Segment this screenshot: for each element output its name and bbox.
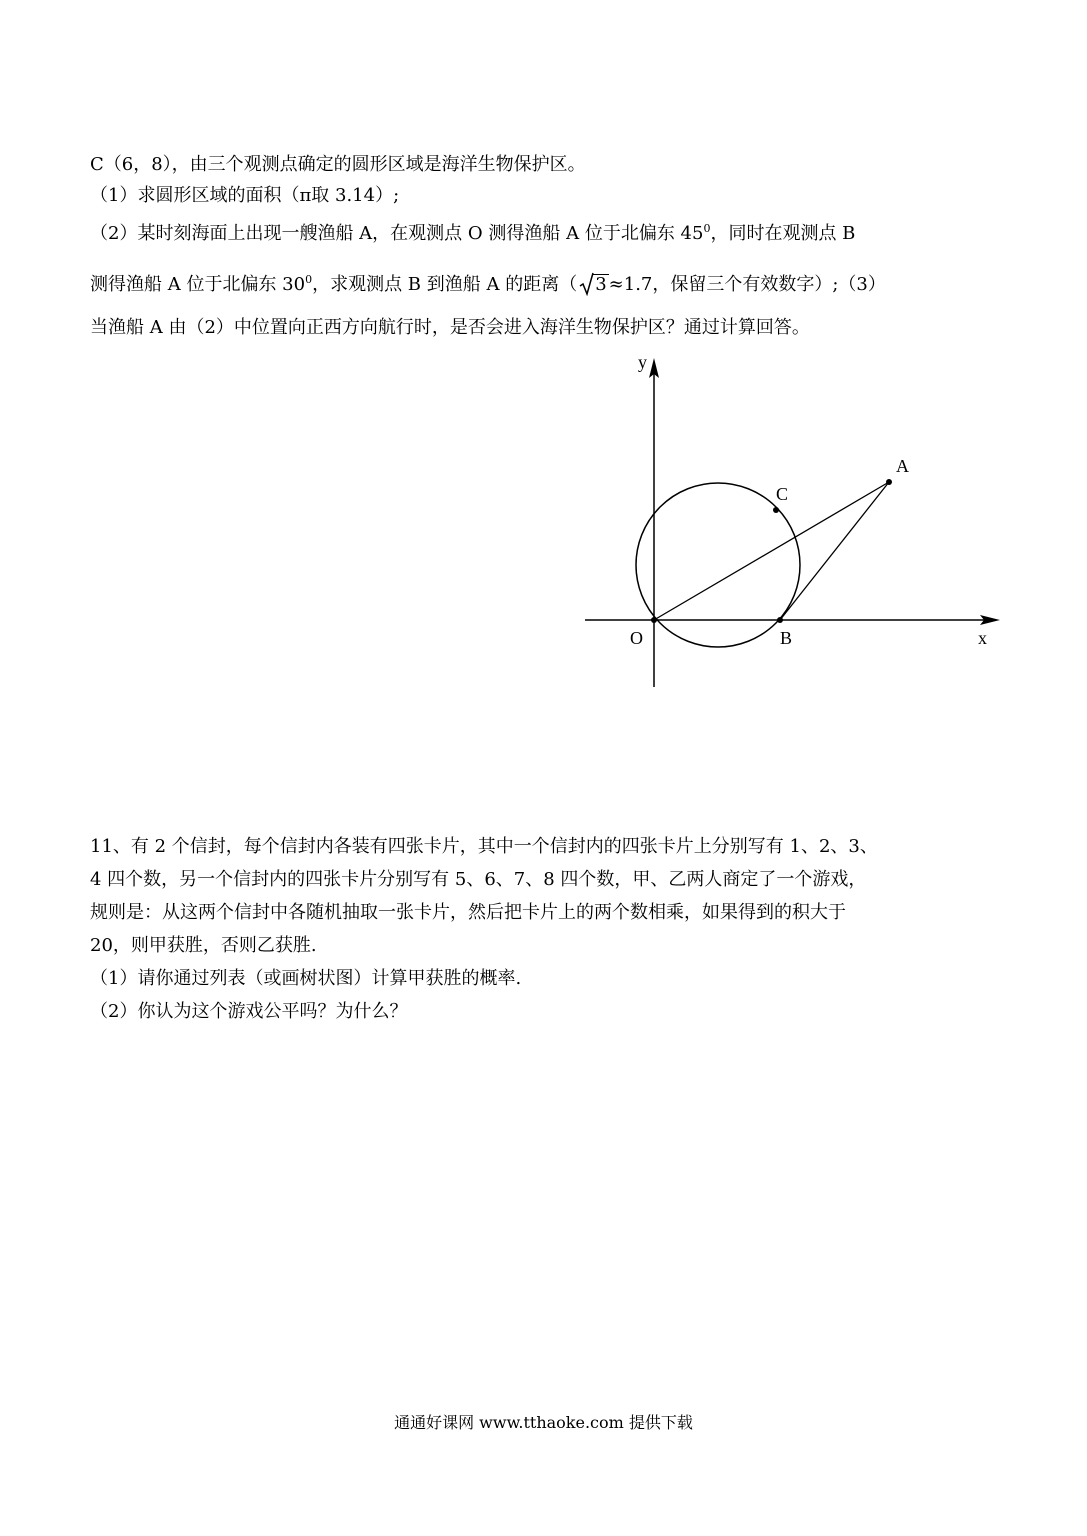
point-A (886, 479, 892, 485)
problem11-line3: 规则是：从这两个信封中各随机抽取一张卡片，然后把卡片上的两个数相乘，如果得到的积大于 (90, 902, 846, 923)
problem10-intro: C（6，8），由三个观测点确定的圆形区域是海洋生物保护区。 (90, 154, 586, 175)
label-x: x (978, 628, 987, 648)
problem11-line4: 20，则甲获胜，否则乙获胜. (90, 935, 317, 956)
problem10-question-2-line1: （2）某时刻海面上出现一艘渔船 A，在观测点 O 测得渔船 A 位于北偏东 $45^0$，同时在观测点 B (90, 222, 856, 244)
degree-sup: 0 (703, 222, 711, 235)
problem10-question-2-line2: 测得渔船 A 位于北偏东 $30^0$，求观测点 B 到渔船 A 的距离（ 3 ≈1.7，保留三个有效数字）;（3） (90, 273, 886, 295)
label-C: C (776, 484, 789, 504)
point-O (651, 617, 657, 623)
label-B: B (780, 628, 793, 648)
problem10-question-3: 当渔船 A 由（2）中位置向正西方向航行时，是否会进入海洋生物保护区？通过计算回答。 (90, 317, 810, 338)
label-O: O (630, 628, 643, 648)
problem11-question-1: （1）请你通过列表（或画树状图）计算甲获胜的概率. (90, 968, 522, 989)
problem11-line1: 11、有 2 个信封，每个信封内各装有四张卡片，其中一个信封内的四张卡片上分别写有 1、2、3、 (90, 836, 878, 857)
problem11-question-2: （2）你认为这个游戏公平吗？为什么？ (90, 1001, 408, 1022)
sqrt-symbol: 3 (579, 273, 608, 297)
problem10-question-1: （1）求圆形区域的面积（π取 3.14）; (90, 185, 400, 206)
degree-sup: 0 (305, 273, 313, 286)
label-A: A (896, 456, 909, 476)
problem11-line2: 4 四个数，另一个信封内的四张卡片分别写有 5、6、7、8 四个数，甲、乙两人商定了一个游戏， (90, 869, 867, 890)
point-B (777, 617, 783, 623)
label-y: y (638, 352, 647, 372)
page-footer: 通通好课网 www.tthaoke.com 提供下载 (394, 1413, 693, 1432)
point-C (773, 507, 779, 513)
segment-BA (780, 482, 889, 620)
coordinate-diagram (580, 350, 1010, 695)
